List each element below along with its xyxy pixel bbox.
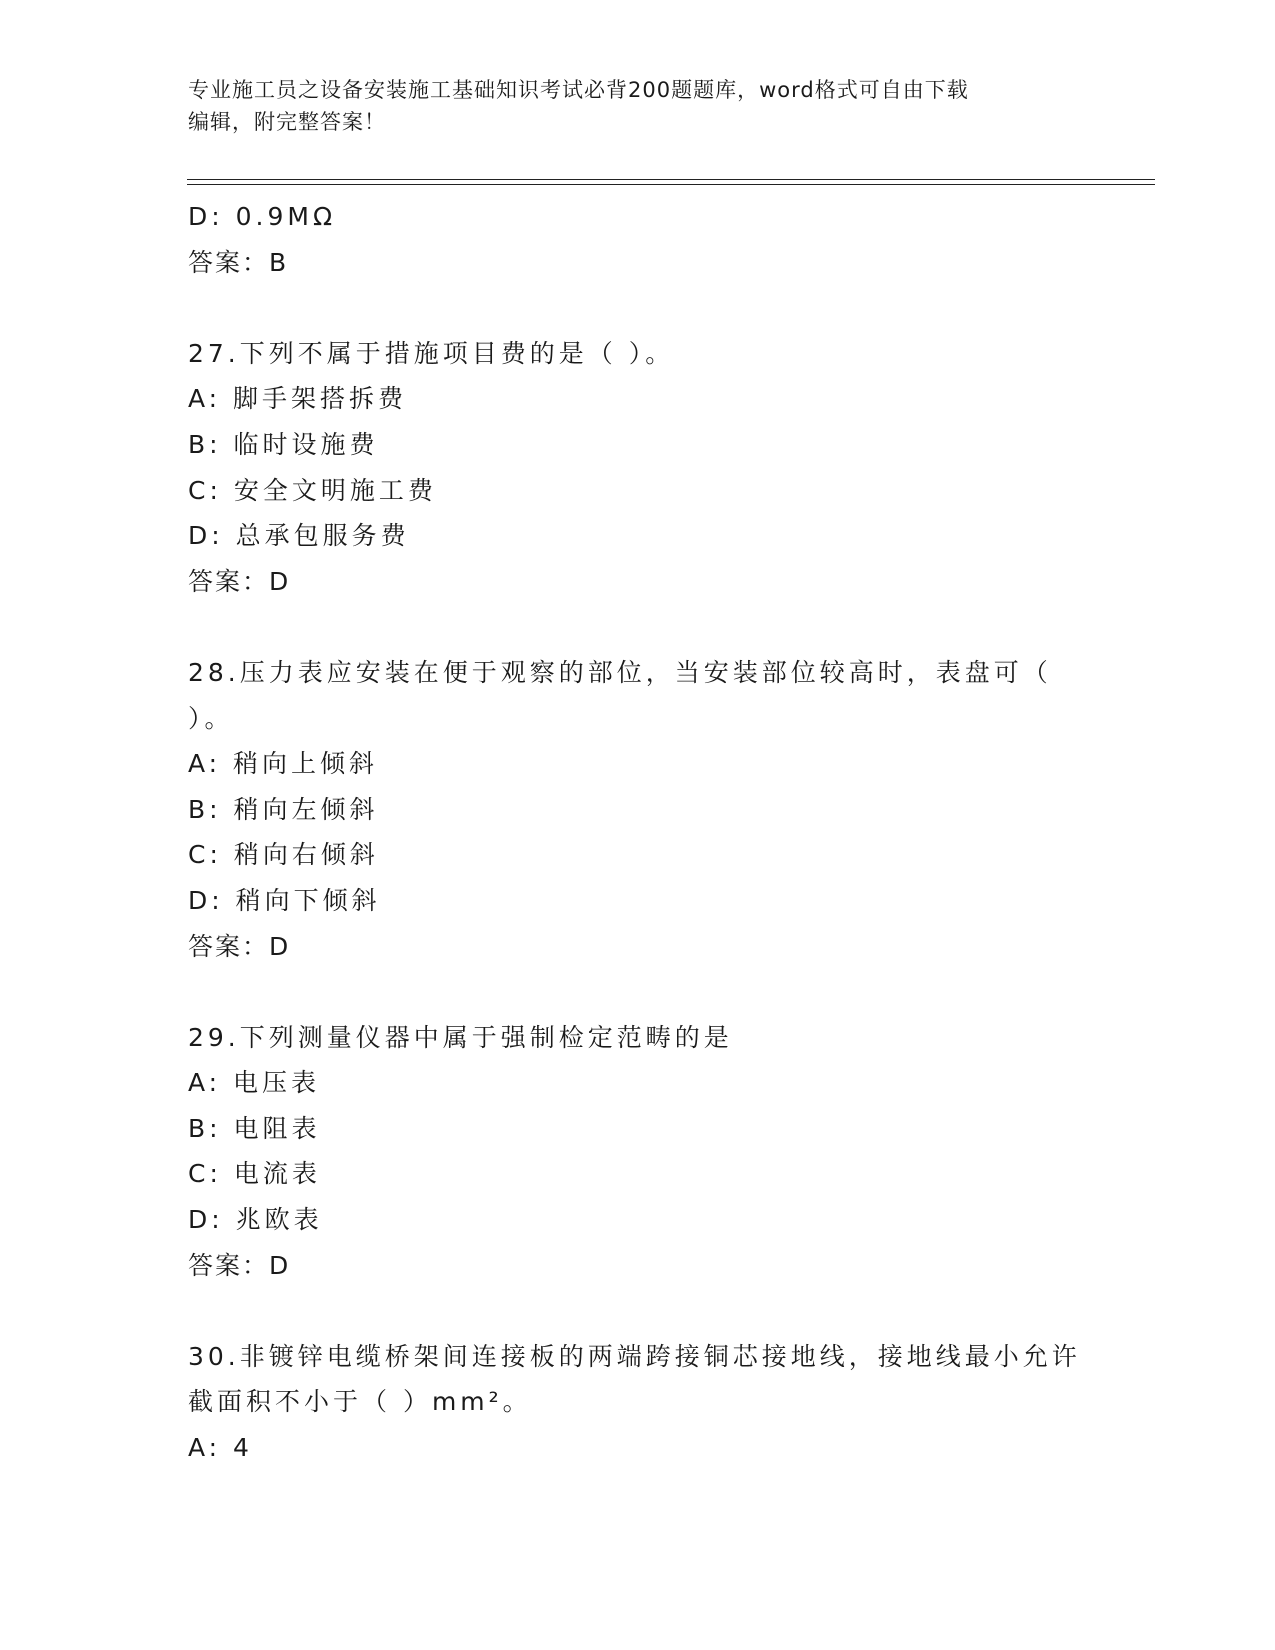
spacer [188,604,1118,650]
question-29 [188,1015,1118,1289]
option-a: A: 4 [188,1433,253,1463]
option-d: D: 总承包服务费 [188,521,410,551]
option-d: D: 兆欧表 [188,1205,323,1235]
question-stem: 27.下列不属于措施项目费的是（ ）。 [188,338,675,368]
question-26-answer: 答案：B [188,247,289,277]
spacer [188,285,1118,331]
header-divider-bottom [187,184,1155,185]
question-stem-line-1: 28.压力表应安装在便于观察的部位，当安装部位较高时，表盘可（ [188,657,1052,687]
question-27 [188,331,1118,605]
option-b: B: 临时设施费 [188,429,379,459]
header-title-line-2: 编辑，附完整答案！ [188,110,386,134]
option-c: C: 稍向右倾斜 [188,840,379,870]
option-d: D: 稍向下倾斜 [188,885,381,915]
document-header [188,74,1088,138]
option-c: C: 电流表 [188,1159,321,1189]
question-stem-line-1: 30.非镀锌电缆桥架间连接板的两端跨接铜芯接地线，接地线最小允许 [188,1341,1081,1371]
spacer [188,969,1118,1015]
question-26-option-d: D: 0.9MΩ [188,202,337,231]
option-a: A: 脚手架搭拆费 [188,384,408,414]
header-divider-top [187,179,1155,180]
question-30 [188,1334,1118,1471]
answer: 答案：D [188,566,291,596]
question-stem: 29.下列测量仪器中属于强制检定范畴的是 [188,1022,733,1052]
spacer [188,1288,1118,1334]
option-b: B: 电阻表 [188,1113,321,1143]
option-b: B: 稍向左倾斜 [188,794,379,824]
option-c: C: 安全文明施工费 [188,475,437,505]
answer: 答案：D [188,931,291,961]
header-title-line-1: 专业施工员之设备安装施工基础知识考试必背200题题库，word格式可自由下载 [188,78,969,102]
question-stem-line-2: 截面积不小于（ ）mm²。 [188,1387,532,1417]
question-list [188,194,1118,1471]
question-stem-line-2: ）。 [188,703,234,733]
question-28 [188,650,1118,969]
option-a: A: 电压表 [188,1068,321,1098]
answer: 答案：D [188,1250,291,1280]
option-a: A: 稍向上倾斜 [188,749,379,779]
